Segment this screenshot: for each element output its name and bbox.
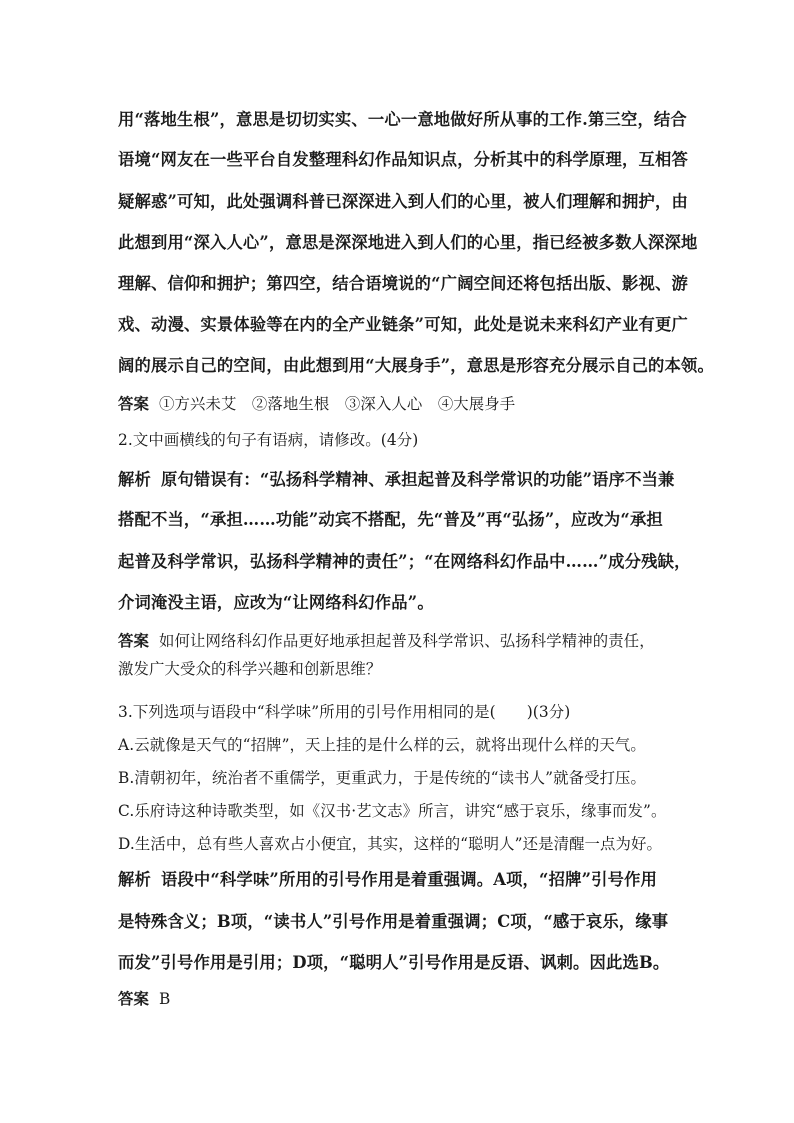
option-c: C.乐府诗这种诗歌类型，如《汉书·艺文志》所言，讲究“感于哀乐，缘事而发”。 [118,802,667,820]
text-line: 而发”引号作用是引用；D项，“聪明人”引号作用是反语、讽刺。因此选B。 [118,953,670,972]
answer-text: 如何让网络科幻作品更好地承担起普及科学常识、弘扬科学精神的责任， [158,632,655,650]
question-2: 2.文中画横线的句子有语病，请修改。(4分) [118,431,419,449]
analysis-line [118,866,688,890]
text-line: 此想到用“深入人心”，意思是深深地进入到人们的心里，指已经被多数人深深地 [118,233,698,252]
text-line: 语境“网友在一些平台自发整理科幻作品知识点，分析其中的科学原理，互相答 [118,150,688,169]
text-line: 戏、动漫、实景体验等在内的全产业链条”可知，此处是说未来科幻产业有更广 [118,315,688,334]
answer-text: ①方兴未艾 ②落地生根 ③深入人心 ④大展身手 [158,395,516,413]
text-line: 介词淹没主语，应改为“让网络科幻作品”。 [118,593,434,612]
analysis-text: 原句错误有：“弘扬科学精神、承担起普及科学常识的功能”语序不当兼 [160,470,675,489]
answer-line [118,392,688,414]
text-line: 起普及科学常识，弘扬科学精神的责任”；“在网络科幻作品中……”成分残缺， [118,552,691,571]
option-a: A.云就像是天气的“招牌”，天上挂的是什么样的云，就将出现什么样的天气。 [118,736,646,754]
analysis-label: 解析 [118,470,151,489]
answer-label: 答案 [118,990,149,1008]
text-line: 疑解惑”可知，此处强调科普已深深进入到人们的心里，被人们理解和拥护，由 [118,192,688,211]
text-line: 是特殊含义；B项，“读书人”引号作用是着重强调；C项，“感于哀乐，缘事 [118,912,669,931]
answer-line [118,987,688,1009]
text-line: 用“落地生根”，意思是切切实实、一心一意地做好所从事的工作.第三空，结合 [118,110,687,129]
text-line: 理解、信仰和拥护；第四空，结合语境说的“广阔空间还将包括出版、影视、游 [118,274,688,293]
answer-label: 答案 [118,632,149,650]
option-b: B.清朝初年，统治者不重儒学，更重武力，于是传统的“读书人”就备受打压。 [118,769,647,787]
analysis-text: 语段中“科学味”所用的引号作用是着重强调。A项，“招牌”引号作用 [160,870,658,889]
answer-text: B [158,990,171,1008]
question-3: 3.下列选项与语段中“科学味”所用的引号作用相同的是( )(3分) [118,703,571,721]
text-line: 阔的展示自己的空间，由此想到用“大展身手”，意思是形容充分展示自己的本领。 [118,356,714,375]
text-line: 搭配不当，“承担……功能”动宾不搭配，先“普及”再“弘扬”，应改为“承担 [118,510,663,529]
answer-label: 答案 [118,395,149,413]
text-line: 激发广大受众的科学兴趣和创新思维？ [118,660,382,678]
answer-line [118,629,688,651]
analysis-line [118,466,688,490]
option-d: D.生活中，总有些人喜欢占小便宜，其实，这样的“聪明人”还是清醒一点为好。 [118,835,663,853]
analysis-label: 解析 [118,870,151,889]
